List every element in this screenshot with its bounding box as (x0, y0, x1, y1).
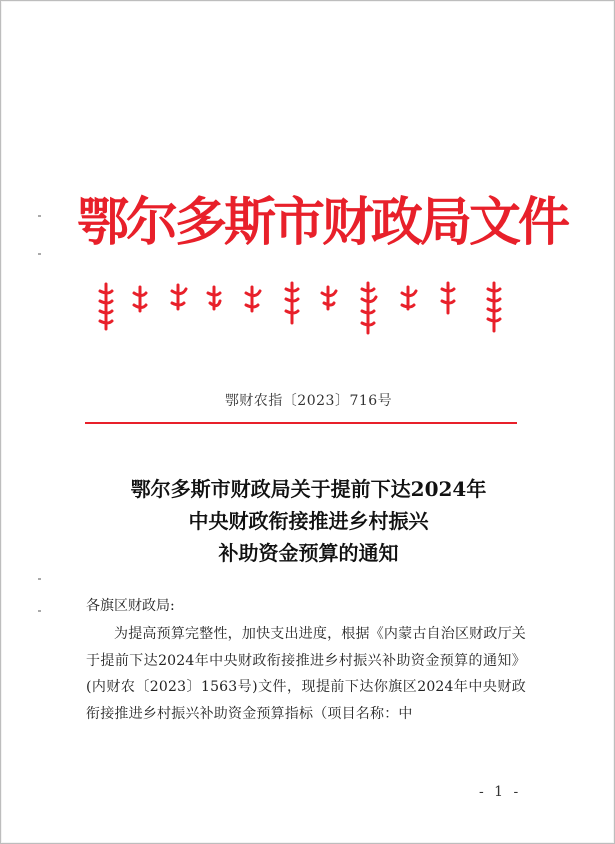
mongolian-script-title (96, 279, 516, 337)
margin-mark (38, 578, 41, 580)
margin-mark (38, 215, 41, 217)
notice-title-line1: 鄂尔多斯市财政局关于提前下达2024年 (130, 477, 487, 501)
addressee: 各旗区财政局: (86, 598, 175, 614)
margin-mark (38, 610, 41, 612)
document-number: 鄂财农指〔2023〕716号 (224, 393, 393, 409)
margin-mark (38, 253, 41, 255)
notice-title-line2: 中央财政衔接推进乡村振兴 (188, 509, 429, 533)
notice-title-line3: 补助资金预算的通知 (218, 541, 399, 565)
issuer-title: 鄂尔多斯市财政局文件 (77, 192, 568, 253)
body-paragraph: 为提高预算完整性，加快支出进度，根据《内蒙古自治区财政厅关于提前下达2024年中央财政衔接推进乡村振兴补助资金预算的通知》(内财农〔2023〕1563号)文件，现提前下达你旗区2024年中央财政衔接推进乡村振兴补助资金预算指标（项目名称：中 (86, 626, 526, 722)
page-number: - 1 - (479, 784, 522, 800)
red-divider (85, 422, 517, 424)
